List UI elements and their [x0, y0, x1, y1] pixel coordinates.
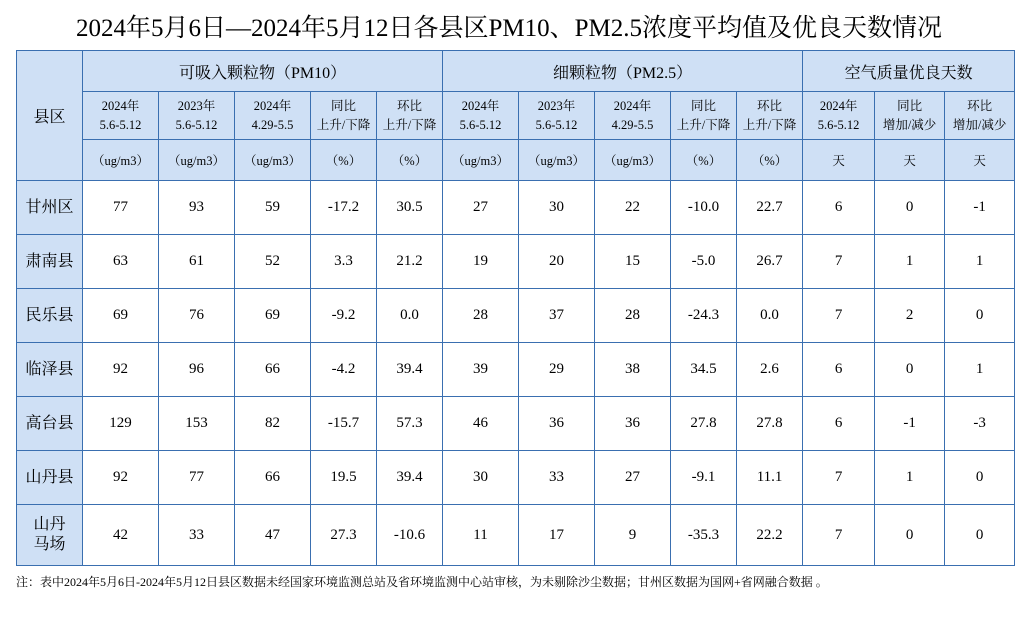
cell-value: 92 — [83, 451, 159, 505]
cell-value: 6 — [803, 397, 875, 451]
row-label: 肃南县 — [17, 235, 83, 289]
cell-value: 27 — [443, 181, 519, 235]
cell-value: -1 — [945, 181, 1015, 235]
cell-value: 39.4 — [377, 451, 443, 505]
row-label: 山丹县 — [17, 451, 83, 505]
header-unit-5: （ug/m3） — [443, 140, 519, 181]
cell-value: 0 — [945, 505, 1015, 566]
cell-value: 20 — [519, 235, 595, 289]
cell-value: -17.2 — [311, 181, 377, 235]
cell-value: 27.8 — [671, 397, 737, 451]
table-row — [17, 289, 1015, 343]
header-unit-12: 天 — [945, 140, 1015, 181]
cell-value: 82 — [235, 397, 311, 451]
cell-value: 93 — [159, 181, 235, 235]
cell-value: -9.1 — [671, 451, 737, 505]
cell-value: 77 — [159, 451, 235, 505]
table-row — [17, 343, 1015, 397]
table-row — [17, 235, 1015, 289]
cell-value: 129 — [83, 397, 159, 451]
header-unit-10: 天 — [803, 140, 875, 181]
cell-value: 15 — [595, 235, 671, 289]
header-sub-11: 同比 增加/减少 — [875, 92, 945, 140]
row-label: 民乐县 — [17, 289, 83, 343]
header-unit-1: （ug/m3） — [159, 140, 235, 181]
cell-value: 7 — [803, 451, 875, 505]
cell-value: 27.8 — [737, 397, 803, 451]
cell-value: -4.2 — [311, 343, 377, 397]
cell-value: 28 — [595, 289, 671, 343]
header-sub-12: 环比 增加/减少 — [945, 92, 1015, 140]
header-group-row — [17, 51, 1015, 92]
cell-value: 17 — [519, 505, 595, 566]
header-unit-6: （ug/m3） — [519, 140, 595, 181]
cell-value: 7 — [803, 235, 875, 289]
cell-value: 52 — [235, 235, 311, 289]
cell-value: 47 — [235, 505, 311, 566]
header-sub-6: 2023年 5.6-5.12 — [519, 92, 595, 140]
page-title: 2024年5月6日—2024年5月12日各县区PM10、PM2.5浓度平均值及优良天数情况 — [75, 15, 943, 42]
cell-value: 33 — [159, 505, 235, 566]
row-label: 甘州区 — [17, 181, 83, 235]
cell-value: 39.4 — [377, 343, 443, 397]
row-label: 高台县 — [17, 397, 83, 451]
table-row — [17, 451, 1015, 505]
cell-value: 66 — [235, 343, 311, 397]
cell-value: 76 — [159, 289, 235, 343]
cell-value: -9.2 — [311, 289, 377, 343]
cell-value: 153 — [159, 397, 235, 451]
cell-value: 6 — [803, 181, 875, 235]
cell-value: 22.7 — [737, 181, 803, 235]
cell-value: -5.0 — [671, 235, 737, 289]
table-note: 注：表中2024年5月6日-2024年5月12日县区数据未经国家环境监测总站及省环境监测中心站审核，为未剔除沙尘数据；甘州区数据为国网+省网融合数据 。 — [16, 575, 828, 589]
header-sub-9: 环比 上升/下降 — [737, 92, 803, 140]
cell-value: 69 — [235, 289, 311, 343]
cell-value: 11.1 — [737, 451, 803, 505]
cell-value: 36 — [519, 397, 595, 451]
header-sub-7: 2024年 4.29-5.5 — [595, 92, 671, 140]
cell-value: 1 — [875, 235, 945, 289]
header-sub-3: 同比 上升/下降 — [311, 92, 377, 140]
header-unit-3: （%） — [311, 140, 377, 181]
cell-value: 19.5 — [311, 451, 377, 505]
cell-value: 26.7 — [737, 235, 803, 289]
header-sub-row — [17, 92, 1015, 140]
header-sub-1: 2023年 5.6-5.12 — [159, 92, 235, 140]
air-quality-table — [16, 50, 1015, 566]
cell-value: 61 — [159, 235, 235, 289]
header-sub-2: 2024年 4.29-5.5 — [235, 92, 311, 140]
cell-value: 11 — [443, 505, 519, 566]
cell-value: 34.5 — [671, 343, 737, 397]
row-label: 山丹 马场 — [17, 505, 83, 566]
cell-value: 30 — [519, 181, 595, 235]
cell-value: -35.3 — [671, 505, 737, 566]
cell-value: 66 — [235, 451, 311, 505]
header-unit-8: （%） — [671, 140, 737, 181]
cell-value: 2.6 — [737, 343, 803, 397]
header-sub-5: 2024年 5.6-5.12 — [443, 92, 519, 140]
cell-value: 21.2 — [377, 235, 443, 289]
cell-value: 63 — [83, 235, 159, 289]
cell-value: -10.0 — [671, 181, 737, 235]
header-group-pm25: 细颗粒物（PM2.5） — [443, 51, 803, 92]
cell-value: 0 — [875, 505, 945, 566]
cell-value: 22 — [595, 181, 671, 235]
table-body — [17, 181, 1015, 566]
cell-value: 29 — [519, 343, 595, 397]
cell-value: 0 — [875, 181, 945, 235]
header-group-good-days: 空气质量优良天数 — [803, 51, 1015, 92]
header-corner-county: 县区 — [17, 51, 83, 181]
table-row — [17, 181, 1015, 235]
cell-value: 38 — [595, 343, 671, 397]
cell-value: 30.5 — [377, 181, 443, 235]
cell-value: -1 — [875, 397, 945, 451]
table-row — [17, 397, 1015, 451]
header-unit-row — [17, 140, 1015, 181]
cell-value: 3.3 — [311, 235, 377, 289]
cell-value: 1 — [945, 235, 1015, 289]
cell-value: 2 — [875, 289, 945, 343]
header-group-pm10: 可吸入颗粒物（PM10） — [83, 51, 443, 92]
cell-value: 46 — [443, 397, 519, 451]
cell-value: 7 — [803, 505, 875, 566]
header-unit-7: （ug/m3） — [595, 140, 671, 181]
cell-value: 0.0 — [377, 289, 443, 343]
cell-value: 33 — [519, 451, 595, 505]
cell-value: -3 — [945, 397, 1015, 451]
cell-value: 0 — [945, 289, 1015, 343]
cell-value: 22.2 — [737, 505, 803, 566]
cell-value: 37 — [519, 289, 595, 343]
cell-value: 69 — [83, 289, 159, 343]
header-sub-10: 2024年 5.6-5.12 — [803, 92, 875, 140]
header-unit-0: （ug/m3） — [83, 140, 159, 181]
header-unit-4: （%） — [377, 140, 443, 181]
cell-value: 36 — [595, 397, 671, 451]
cell-value: 0 — [875, 343, 945, 397]
table-header — [17, 51, 1015, 181]
cell-value: 1 — [875, 451, 945, 505]
cell-value: -15.7 — [311, 397, 377, 451]
header-sub-0: 2024年 5.6-5.12 — [83, 92, 159, 140]
header-unit-11: 天 — [875, 140, 945, 181]
cell-value: 96 — [159, 343, 235, 397]
cell-value: 0.0 — [737, 289, 803, 343]
cell-value: -10.6 — [377, 505, 443, 566]
cell-value: -24.3 — [671, 289, 737, 343]
cell-value: 1 — [945, 343, 1015, 397]
header-unit-2: （ug/m3） — [235, 140, 311, 181]
cell-value: 27.3 — [311, 505, 377, 566]
header-sub-8: 同比 上升/下降 — [671, 92, 737, 140]
cell-value: 57.3 — [377, 397, 443, 451]
cell-value: 59 — [235, 181, 311, 235]
cell-value: 39 — [443, 343, 519, 397]
cell-value: 19 — [443, 235, 519, 289]
row-label: 临泽县 — [17, 343, 83, 397]
cell-value: 42 — [83, 505, 159, 566]
header-sub-4: 环比 上升/下降 — [377, 92, 443, 140]
cell-value: 92 — [83, 343, 159, 397]
cell-value: 28 — [443, 289, 519, 343]
cell-value: 6 — [803, 343, 875, 397]
header-unit-9: （%） — [737, 140, 803, 181]
cell-value: 7 — [803, 289, 875, 343]
cell-value: 77 — [83, 181, 159, 235]
table-row — [17, 505, 1015, 566]
cell-value: 30 — [443, 451, 519, 505]
cell-value: 0 — [945, 451, 1015, 505]
cell-value: 27 — [595, 451, 671, 505]
cell-value: 9 — [595, 505, 671, 566]
